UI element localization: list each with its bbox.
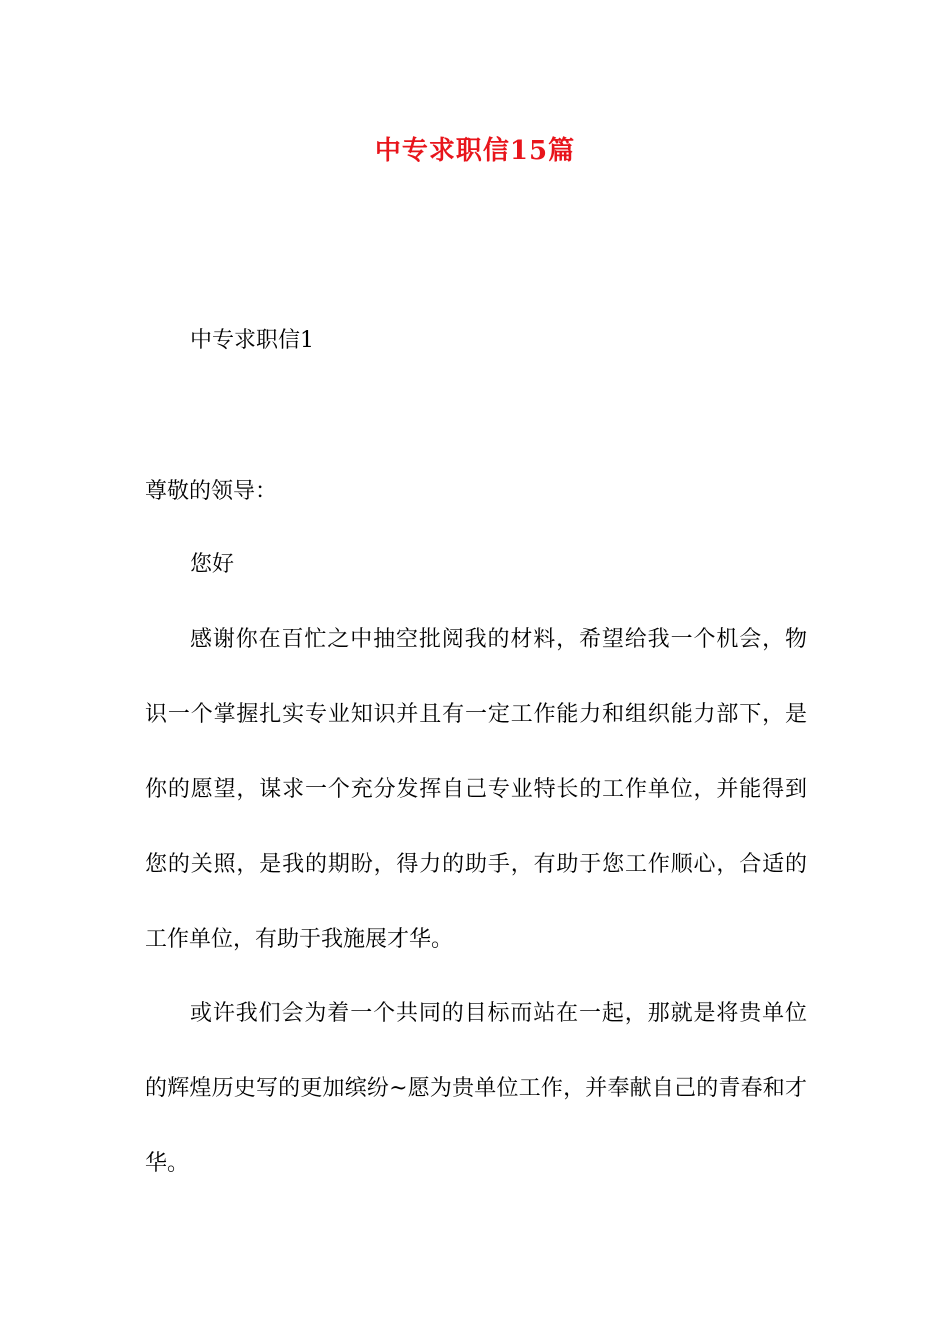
paragraph-line: 的辉煌历史写的更加缤纷~愿为贵单位工作，并奉献自己的青春和才 — [145, 1076, 807, 1101]
greeting: 您好 — [190, 552, 235, 577]
body-paragraph-2 — [145, 998, 807, 1223]
paragraph-line: 识一个掌握扎实专业知识并且有一定工作能力和组织能力部下，是 — [145, 702, 807, 727]
section-heading: 中专求职信1 — [190, 328, 314, 353]
paragraph-line: 工作单位，有助于我施展才华。 — [145, 927, 454, 952]
document-title: 中专求职信15篇 — [374, 136, 576, 166]
paragraph-line: 你的愿望，谋求一个充分发挥自己专业特长的工作单位，并能得到 — [145, 777, 807, 802]
salutation: 尊敬的领导： — [145, 479, 278, 504]
paragraph-line: 或许我们会为着一个共同的目标而站在一起，那就是将贵单位 — [190, 1001, 807, 1026]
paragraph-line: 华。 — [145, 1151, 190, 1176]
paragraph-line: 您的关照，是我的期盼，得力的助手，有助于您工作顺心，合适的 — [145, 852, 807, 877]
body-paragraph-1 — [145, 624, 807, 999]
paragraph-line: 感谢你在百忙之中抽空批阅我的材料，希望给我一个机会，物 — [190, 627, 807, 652]
